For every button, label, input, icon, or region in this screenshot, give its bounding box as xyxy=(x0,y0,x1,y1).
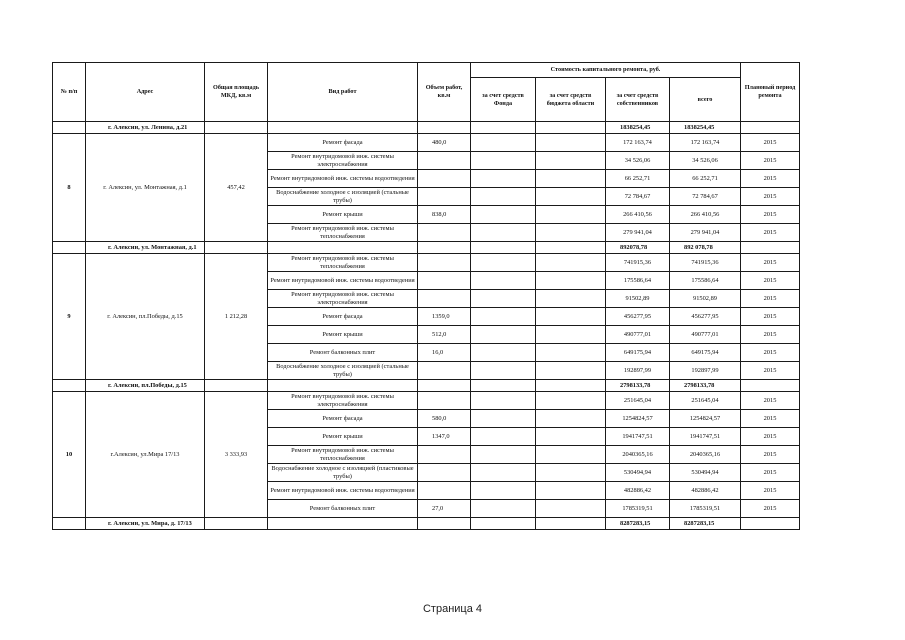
work-type: Ремонт крыши xyxy=(268,428,418,446)
cost-fund xyxy=(471,446,536,464)
cost-total: 175586,64 xyxy=(670,272,741,290)
cost-budget xyxy=(536,410,606,428)
cost-fund xyxy=(471,134,536,152)
cost-total: 91502,89 xyxy=(670,290,741,308)
cost-own: 1941747,51 xyxy=(606,428,670,446)
row-area: 1 212,28 xyxy=(205,254,268,380)
repair-period: 2015 xyxy=(741,290,800,308)
header-work: Вид работ xyxy=(268,63,418,122)
cost-own: 490777,01 xyxy=(606,326,670,344)
repair-period: 2015 xyxy=(741,464,800,482)
work-type: Ремонт внутридомовой инж. системы водоотведения xyxy=(268,170,418,188)
header-area: Общая площадь МКД, кв.м xyxy=(205,63,268,122)
summary-row xyxy=(53,518,800,530)
work-type: Ремонт внутридомовой инж. системы электроснабжения xyxy=(268,290,418,308)
summary-own: 892078,78 xyxy=(606,242,670,254)
header-volume: Объем работ, кв.м xyxy=(418,63,471,122)
work-type: Ремонт фасада xyxy=(268,410,418,428)
cost-total: 649175,94 xyxy=(670,344,741,362)
work-volume xyxy=(418,392,471,410)
repair-period: 2015 xyxy=(741,272,800,290)
cost-total: 1785319,51 xyxy=(670,500,741,518)
summary-address: г. Алексин, ул. Монтажная, д.1 xyxy=(86,242,205,254)
cost-fund xyxy=(471,362,536,380)
work-volume xyxy=(418,152,471,170)
work-volume: 1359,0 xyxy=(418,308,471,326)
work-volume: 580,0 xyxy=(418,410,471,428)
work-volume xyxy=(418,170,471,188)
cost-fund xyxy=(471,410,536,428)
cost-total: 192897,99 xyxy=(670,362,741,380)
cost-budget xyxy=(536,206,606,224)
header-period: Плановый период ремонта xyxy=(741,63,800,122)
work-type: Водоснабжение холодное с изоляцией (стальные трубы) xyxy=(268,188,418,206)
cost-budget xyxy=(536,134,606,152)
repair-period: 2015 xyxy=(741,134,800,152)
repair-period: 2015 xyxy=(741,482,800,500)
cost-own: 482886,42 xyxy=(606,482,670,500)
summary-address: г. Алексин, ул. Мира, д. 17/13 xyxy=(86,518,205,530)
cost-fund xyxy=(471,206,536,224)
work-volume xyxy=(418,254,471,272)
work-type: Ремонт крыши xyxy=(268,206,418,224)
work-type: Водоснабжение холодное с изоляцией (стальные трубы) xyxy=(268,362,418,380)
header-address: Адрес xyxy=(86,63,205,122)
header-total: всего xyxy=(670,78,741,122)
cost-own: 192897,99 xyxy=(606,362,670,380)
work-volume xyxy=(418,188,471,206)
header-own: за счет средств собственников xyxy=(606,78,670,122)
cost-budget xyxy=(536,188,606,206)
work-type: Ремонт фасада xyxy=(268,134,418,152)
work-volume xyxy=(418,482,471,500)
cost-fund xyxy=(471,344,536,362)
cost-total: 34 526,06 xyxy=(670,152,741,170)
cost-total: 251645,04 xyxy=(670,392,741,410)
work-type: Ремонт внутридомовой инж. системы водоотведения xyxy=(268,272,418,290)
cost-fund xyxy=(471,170,536,188)
repair-period: 2015 xyxy=(741,500,800,518)
summary-row xyxy=(53,242,800,254)
work-volume: 16,0 xyxy=(418,344,471,362)
summary-row xyxy=(53,122,800,134)
work-type: Ремонт внутридомовой инж. системы теплоснабжения xyxy=(268,446,418,464)
cost-total: 279 941,04 xyxy=(670,224,741,242)
work-volume: 480,0 xyxy=(418,134,471,152)
cost-budget xyxy=(536,428,606,446)
work-volume: 838,0 xyxy=(418,206,471,224)
work-volume: 27,0 xyxy=(418,500,471,518)
cost-total: 1254824,57 xyxy=(670,410,741,428)
cost-own: 741915,36 xyxy=(606,254,670,272)
cost-budget xyxy=(536,290,606,308)
cost-fund xyxy=(471,428,536,446)
cost-fund xyxy=(471,152,536,170)
summary-total: 892 078,78 xyxy=(670,242,741,254)
row-address: г. Алексин, ул. Монтажная, д.1 xyxy=(86,134,205,242)
summary-own: 1838254,45 xyxy=(606,122,670,134)
cost-fund xyxy=(471,482,536,500)
repair-period: 2015 xyxy=(741,224,800,242)
cost-own: 172 163,74 xyxy=(606,134,670,152)
cost-total: 66 252,71 xyxy=(670,170,741,188)
cost-own: 279 941,04 xyxy=(606,224,670,242)
cost-budget xyxy=(536,344,606,362)
cost-fund xyxy=(471,464,536,482)
page-number: Страница 4 xyxy=(422,603,483,615)
repair-period: 2015 xyxy=(741,188,800,206)
cost-own: 649175,94 xyxy=(606,344,670,362)
cost-budget xyxy=(536,326,606,344)
summary-own: 8287283,15 xyxy=(606,518,670,530)
repair-period: 2015 xyxy=(741,326,800,344)
header-fund: за счет средств Фонда xyxy=(471,78,536,122)
cost-budget xyxy=(536,392,606,410)
repair-period: 2015 xyxy=(741,170,800,188)
cost-own: 2040365,16 xyxy=(606,446,670,464)
header-num: № п/п xyxy=(53,63,86,122)
header-cost: Стоимость капитального ремонта, руб. xyxy=(471,63,741,78)
work-volume xyxy=(418,272,471,290)
cost-fund xyxy=(471,254,536,272)
cost-budget xyxy=(536,482,606,500)
summary-total: 2798133,78 xyxy=(670,380,741,392)
cost-total: 1941747,51 xyxy=(670,428,741,446)
repair-period: 2015 xyxy=(741,344,800,362)
cost-budget xyxy=(536,446,606,464)
cost-budget xyxy=(536,500,606,518)
repair-period: 2015 xyxy=(741,152,800,170)
work-type: Ремонт внутридомовой инж. системы электроснабжения xyxy=(268,392,418,410)
cost-budget xyxy=(536,362,606,380)
cost-own: 34 526,06 xyxy=(606,152,670,170)
cost-own: 456277,95 xyxy=(606,308,670,326)
table-row xyxy=(53,254,800,272)
repair-period: 2015 xyxy=(741,410,800,428)
cost-own: 530494,94 xyxy=(606,464,670,482)
work-type: Ремонт крыши xyxy=(268,326,418,344)
work-volume xyxy=(418,290,471,308)
table-row xyxy=(53,134,800,152)
cost-budget xyxy=(536,272,606,290)
cost-fund xyxy=(471,188,536,206)
summary-address: г. Алексин, пл.Победы, д.15 xyxy=(86,380,205,392)
repair-period: 2015 xyxy=(741,446,800,464)
row-number: 9 xyxy=(53,254,86,380)
cost-total: 741915,36 xyxy=(670,254,741,272)
row-area: 457,42 xyxy=(205,134,268,242)
row-number: 8 xyxy=(53,134,86,242)
work-volume: 1347,0 xyxy=(418,428,471,446)
summary-row xyxy=(53,380,800,392)
cost-fund xyxy=(471,308,536,326)
capital-repair-table xyxy=(52,62,800,530)
work-type: Ремонт внутридомовой инж. системы водоотведения xyxy=(268,482,418,500)
repair-period: 2015 xyxy=(741,428,800,446)
work-volume xyxy=(418,224,471,242)
summary-total: 8287283,15 xyxy=(670,518,741,530)
cost-own: 72 784,67 xyxy=(606,188,670,206)
cost-fund xyxy=(471,272,536,290)
cost-own: 91502,89 xyxy=(606,290,670,308)
work-volume: 512,0 xyxy=(418,326,471,344)
repair-period: 2015 xyxy=(741,308,800,326)
cost-total: 456277,95 xyxy=(670,308,741,326)
row-address: г. Алексин, пл.Победы, д.15 xyxy=(86,254,205,380)
row-address: г.Алексин, ул.Мира 17/13 xyxy=(86,392,205,518)
work-volume xyxy=(418,464,471,482)
cost-own: 1254824,57 xyxy=(606,410,670,428)
work-type: Ремонт внутридомовой инж. системы теплоснабжения xyxy=(268,254,418,272)
work-type: Ремонт балконных плит xyxy=(268,344,418,362)
cost-budget xyxy=(536,254,606,272)
cost-total: 72 784,67 xyxy=(670,188,741,206)
work-type: Водоснабжение холодное с изоляцией (пластиковые трубы) xyxy=(268,464,418,482)
cost-total: 2040365,16 xyxy=(670,446,741,464)
work-type: Ремонт фасада xyxy=(268,308,418,326)
cost-budget xyxy=(536,170,606,188)
row-area: 3 333,93 xyxy=(205,392,268,518)
repair-period: 2015 xyxy=(741,254,800,272)
cost-fund xyxy=(471,326,536,344)
cost-own: 1785319,51 xyxy=(606,500,670,518)
cost-own: 175586,64 xyxy=(606,272,670,290)
cost-fund xyxy=(471,500,536,518)
cost-budget xyxy=(536,152,606,170)
cost-total: 530494,94 xyxy=(670,464,741,482)
row-number: 10 xyxy=(53,392,86,518)
header-budget: за счет средств бюджета области xyxy=(536,78,606,122)
summary-address: г. Алексин, ул. Ленина, д.21 xyxy=(86,122,205,134)
repair-period: 2015 xyxy=(741,206,800,224)
work-volume xyxy=(418,446,471,464)
cost-own: 66 252,71 xyxy=(606,170,670,188)
work-type: Ремонт балконных плит xyxy=(268,500,418,518)
cost-total: 172 163,74 xyxy=(670,134,741,152)
cost-fund xyxy=(471,290,536,308)
summary-own: 2798133,78 xyxy=(606,380,670,392)
cost-budget xyxy=(536,308,606,326)
cost-total: 266 410,56 xyxy=(670,206,741,224)
cost-total: 490777,01 xyxy=(670,326,741,344)
summary-total: 1838254,45 xyxy=(670,122,741,134)
repair-period: 2015 xyxy=(741,362,800,380)
cost-fund xyxy=(471,392,536,410)
cost-total: 482886,42 xyxy=(670,482,741,500)
cost-own: 251645,04 xyxy=(606,392,670,410)
work-type: Ремонт внутридомовой инж. системы теплоснабжения xyxy=(268,224,418,242)
work-type: Ремонт внутридомовой инж. системы электроснабжения xyxy=(268,152,418,170)
table-row xyxy=(53,392,800,410)
work-volume xyxy=(418,362,471,380)
repair-period: 2015 xyxy=(741,392,800,410)
cost-budget xyxy=(536,464,606,482)
cost-fund xyxy=(471,224,536,242)
repair-table-sheet xyxy=(52,62,800,530)
cost-budget xyxy=(536,224,606,242)
cost-own: 266 410,56 xyxy=(606,206,670,224)
